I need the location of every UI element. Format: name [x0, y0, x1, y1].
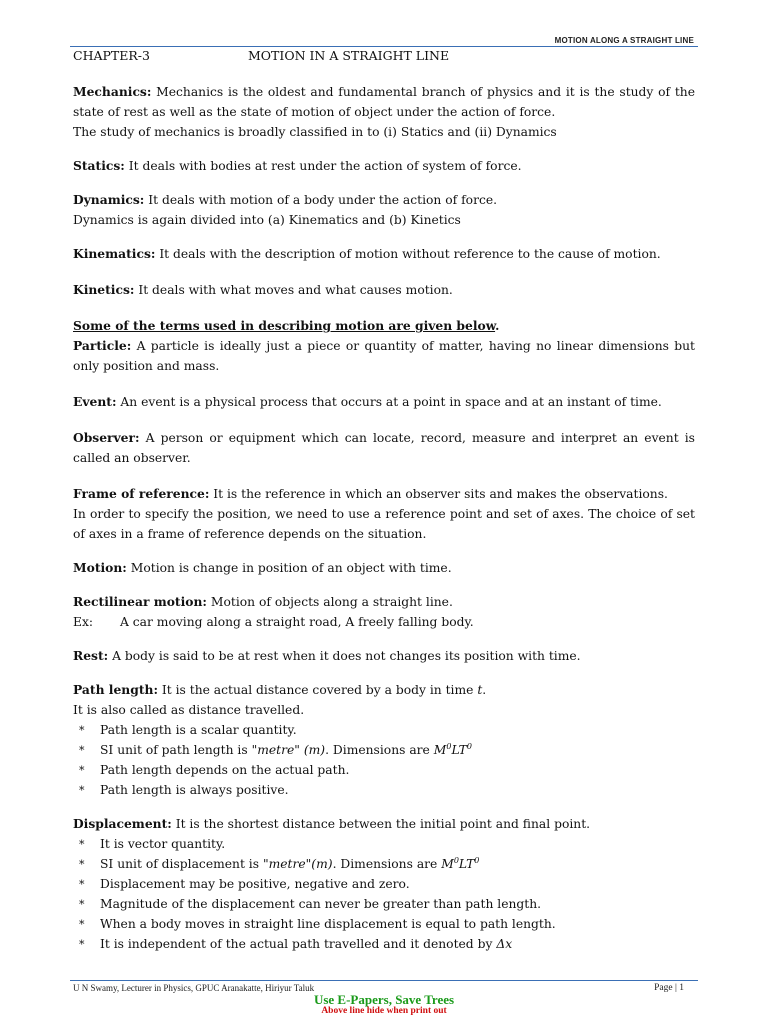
frame-paragraph: [73, 484, 695, 504]
term-particle: Particle:: [73, 338, 132, 353]
dynamics-division: Dynamics is again divided into (a) Kinematics and (b) Kinetics: [73, 213, 461, 227]
term-path-length: Path length:: [73, 682, 158, 697]
path-length-definition: It is the actual distance covered by a body in time: [157, 683, 478, 697]
example-line: [73, 612, 695, 632]
header-rule: [70, 46, 698, 47]
mechanics-definition: Mechanics is the oldest and fundamental branch of physics and it is the study of the state of rest as well as the state of motion of object under the action of force.: [73, 85, 695, 119]
terms-heading-period: .: [495, 318, 500, 333]
list-item: * Path length depends on the actual path.: [73, 760, 695, 780]
path-dim-text: . Dimensions are: [325, 743, 434, 757]
dim-m: M: [433, 743, 447, 757]
list-item: * Path length is a scalar quantity.: [73, 720, 695, 740]
term-rectilinear-motion: Rectilinear motion:: [73, 594, 207, 609]
list-item: [73, 854, 695, 874]
observer-definition: A person or equipment which can locate, record, measure and interpret an event is called an observer.: [73, 431, 695, 465]
time-variable: t: [477, 683, 483, 697]
term-event: Event:: [73, 394, 117, 409]
term-displacement: Displacement:: [73, 816, 172, 831]
motion-definition: Motion is change in position of an object with time.: [126, 561, 452, 575]
term-dynamics: Dynamics:: [73, 192, 145, 207]
statics-definition: It deals with bodies at rest under the action of system of force.: [124, 159, 522, 173]
frame-detail: In order to specify the position, we need to use a reference point and set of axes. The choice of set of axes in a frame of reference depends on the situation.: [73, 507, 695, 541]
dynamics-definition: It deals with motion of a body under the action of force.: [144, 193, 498, 207]
list-item: [73, 740, 695, 760]
disp-notation-text: It is independent of the actual path travelled and it denoted by: [100, 937, 497, 951]
epaper-slogan: Use E-Papers, Save Trees: [313, 992, 455, 1007]
page-number: Page | 1: [654, 983, 684, 993]
rectilinear-paragraph: [73, 592, 695, 612]
term-frame-of-reference: Frame of reference:: [73, 486, 210, 501]
dim-lt: LT: [458, 857, 475, 871]
path-length-period: .: [482, 683, 487, 697]
list-item: [73, 934, 695, 954]
kinetics-definition: It deals with what moves and what causes motion.: [134, 283, 453, 297]
rectilinear-definition: Motion of objects along a straight line.: [206, 595, 453, 609]
list-item: * Magnitude of the displacement can never be greater than path length.: [73, 894, 695, 914]
dynamics-paragraph: [73, 190, 695, 210]
kinematics-definition: It deals with the description of motion without reference to the cause of motion.: [155, 247, 661, 261]
motion-paragraph: [73, 558, 695, 578]
list-item: * It is vector quantity.: [73, 834, 695, 854]
disp-unit: "metre"(m): [262, 857, 333, 871]
displacement-list: [73, 834, 695, 954]
terms-heading-text: Some of the terms used in describing motion are given below: [73, 318, 496, 333]
rest-definition: A body is said to be at rest when it does not changes its position with time.: [108, 649, 581, 663]
chapter-title: MOTION IN A STRAIGHT LINE: [248, 48, 450, 63]
kinematics-paragraph: [73, 244, 695, 264]
dim-lt: LT: [451, 743, 467, 757]
disp-dimension-formula: [441, 857, 479, 871]
term-mechanics: Mechanics:: [73, 84, 152, 99]
terms-heading: [73, 316, 695, 336]
path-dimension-formula: [434, 743, 472, 757]
observer-paragraph: [73, 428, 695, 468]
list-item: * When a body moves in straight line displacement is equal to path length.: [73, 914, 695, 934]
dim-exp: 0: [474, 855, 480, 865]
disp-dim-text: . Dimensions are: [332, 857, 442, 871]
rest-paragraph: [73, 646, 695, 666]
event-paragraph: [73, 392, 695, 412]
term-rest: Rest:: [73, 648, 109, 663]
term-motion: Motion:: [73, 560, 127, 575]
example-text: A car moving along a straight road, A freely falling body.: [120, 615, 474, 629]
path-length-paragraph: [73, 680, 695, 700]
document-body: [73, 82, 695, 954]
path-length-list: [73, 720, 695, 800]
term-kinematics: Kinematics:: [73, 246, 156, 261]
frame-definition: It is the reference in which an observer sits and makes the observations.: [209, 487, 668, 501]
kinetics-paragraph: [73, 280, 695, 300]
example-label: Ex:: [73, 615, 94, 629]
footer-author: U N Swamy, Lecturer in Physics, GPUC Aranakatte, Hiriyur Taluk: [73, 983, 315, 993]
dim-exp: 0: [453, 855, 459, 865]
chapter-number: CHAPTER-3: [73, 48, 150, 63]
term-kinetics: Kinetics:: [73, 282, 135, 297]
mechanics-classification: The study of mechanics is broadly classified in to (i) Statics and (ii) Dynamics: [73, 125, 557, 139]
term-observer: Observer:: [73, 430, 140, 445]
list-item: * Displacement may be positive, negative and zero.: [73, 874, 695, 894]
path-length-alias: It is also called as distance travelled.: [73, 703, 305, 717]
path-unit: "metre" (m): [251, 743, 326, 757]
dim-exp: 0: [466, 741, 472, 751]
disp-unit-text: SI unit of displacement is: [100, 857, 263, 871]
print-note: Above line hide when print out: [321, 1006, 447, 1016]
mechanics-paragraph: [73, 82, 695, 122]
event-definition: An event is a physical process that occurs at a point in space and at an instant of time.: [116, 395, 662, 409]
particle-definition: A particle is ideally just a piece or quantity of matter, having no linear dimensions but only position and mass.: [73, 339, 695, 373]
particle-paragraph: [73, 336, 695, 376]
term-statics: Statics:: [73, 158, 125, 173]
path-unit-text: SI unit of path length is: [100, 743, 252, 757]
delta-x-symbol: Δx: [496, 937, 513, 951]
dim-exp: 0: [446, 741, 452, 751]
chapter-line: [73, 48, 450, 63]
list-item: * Path length is always positive.: [73, 780, 695, 800]
displacement-definition: It is the shortest distance between the initial point and final point.: [171, 817, 591, 831]
displacement-paragraph: [73, 814, 695, 834]
footer-rule: [70, 980, 698, 981]
running-header-title: MOTION ALONG A STRAIGHT LINE: [554, 36, 694, 45]
dim-m: M: [441, 857, 454, 871]
statics-paragraph: [73, 156, 695, 176]
